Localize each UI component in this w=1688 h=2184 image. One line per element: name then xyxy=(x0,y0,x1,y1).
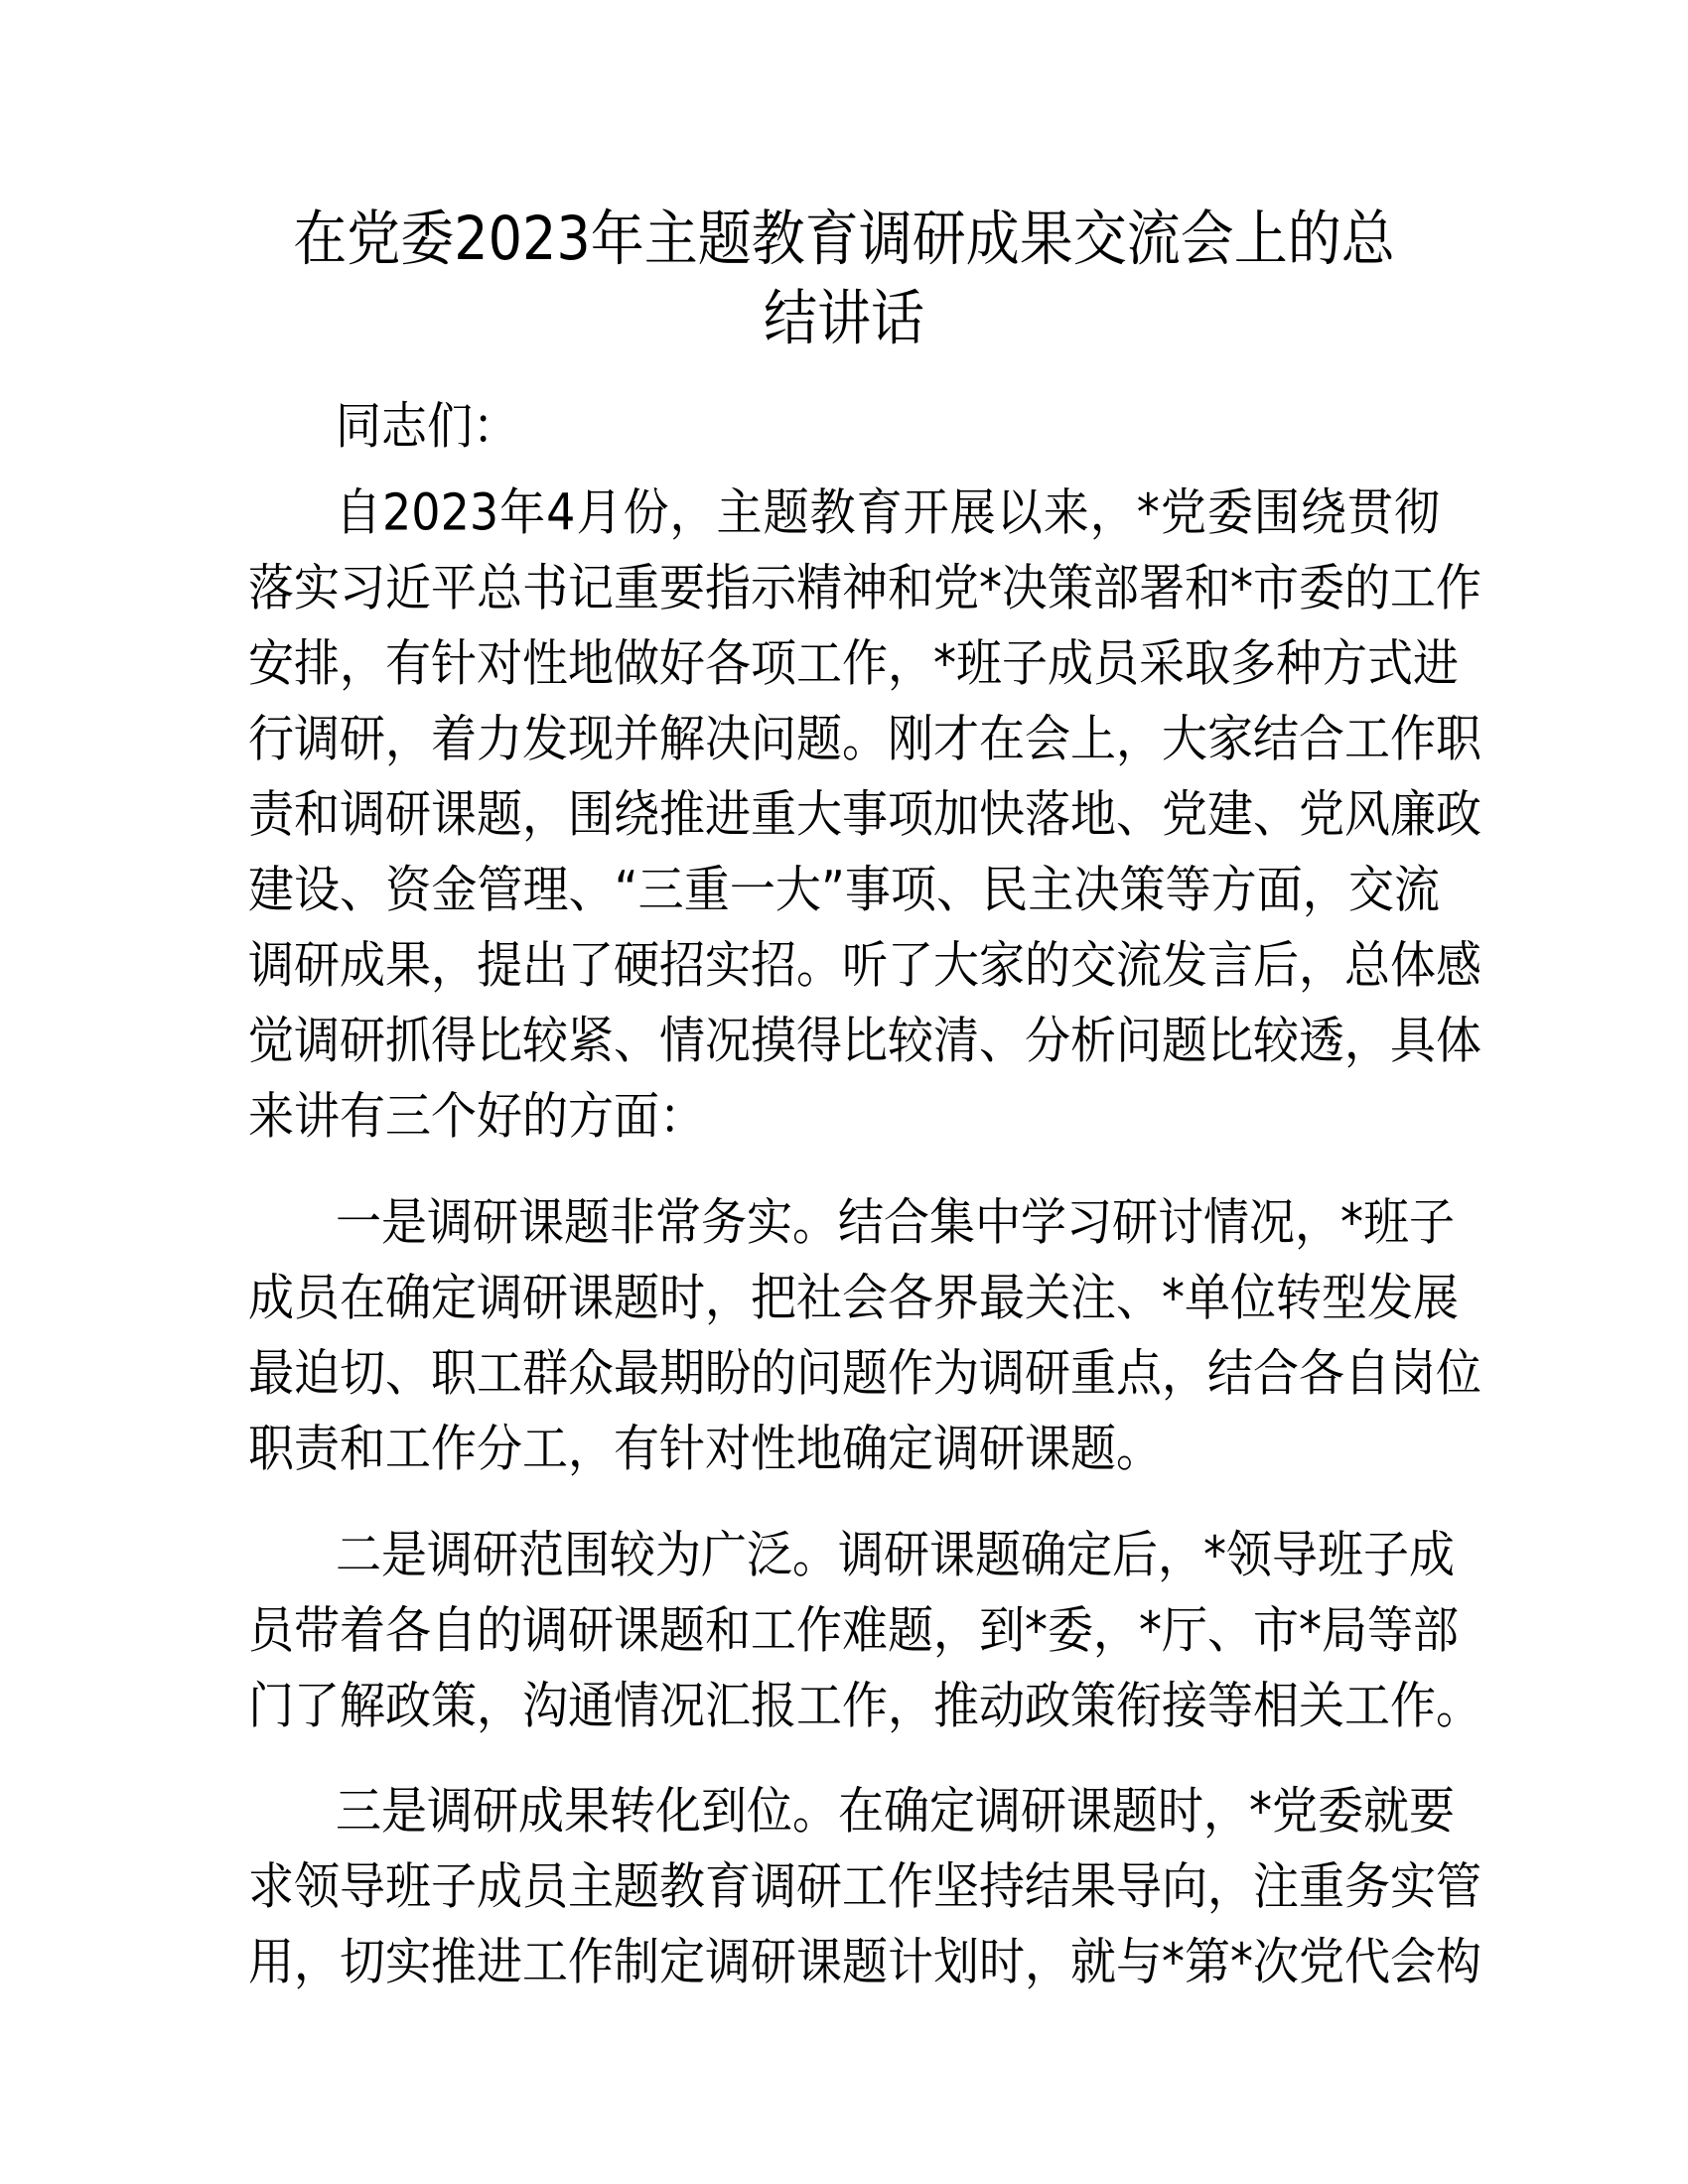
paragraph-line: 觉调研抓得比较紧、情况摸得比较清、分析问题比较透，具体 xyxy=(248,1011,1481,1070)
paragraph-line: 最迫切、职工群众最期盼的问题作为调研重点，结合各自岗位 xyxy=(248,1343,1481,1403)
paragraph-line: 二是调研范围较为广泛。调研课题确定后，*领导班子成 xyxy=(336,1525,1455,1584)
document-title-line-2: 结讲话 xyxy=(764,283,924,353)
paragraph-line: 求领导班子成员主题教育调研工作坚持结果导向，注重务实管 xyxy=(248,1856,1481,1916)
paragraph-line: 建设、资金管理、“三重一大”事项、民主决策等方面，交流 xyxy=(248,860,1440,919)
paragraph-line: 员带着各自的调研课题和工作难题，到*委，*厅、市*局等部 xyxy=(248,1600,1459,1660)
paragraph-line: 一是调研课题非常务实。结合集中学习研讨情况，*班子 xyxy=(336,1192,1455,1252)
paragraph-line: 安排，有针对性地做好各项工作，*班子成员采取多种方式进 xyxy=(248,633,1459,693)
paragraph-line: 用，切实推进工作制定调研课题计划时，就与*第*次党代会构 xyxy=(248,1932,1481,1991)
paragraph-line: 行调研，着力发现并解决问题。刚才在会上，大家结合工作职 xyxy=(248,709,1481,768)
salutation: 同志们： xyxy=(336,396,518,456)
paragraph-line: 三是调研成果转化到位。在确定调研课题时，*党委就要 xyxy=(336,1781,1455,1841)
paragraph-line: 责和调研课题，围绕推进重大事项加快落地、党建、党风廉政 xyxy=(248,784,1481,844)
document-title-line-1: 在党委2023年主题教育调研成果交流会上的总 xyxy=(293,204,1395,274)
paragraph-line: 门了解政策，沟通情况汇报工作，推动政策衔接等相关工作。 xyxy=(248,1676,1481,1735)
paragraph-line: 职责和工作分工，有针对性地确定调研课题。 xyxy=(248,1419,1162,1478)
paragraph-line: 成员在确定调研课题时，把社会各界最关注、*单位转型发展 xyxy=(248,1268,1459,1327)
paragraph-line: 调研成果，提出了硬招实招。听了大家的交流发言后，总体感 xyxy=(248,935,1481,995)
paragraph-line: 来讲有三个好的方面： xyxy=(248,1086,705,1146)
paragraph-line: 落实习近平总书记重要指示精神和党*决策部署和*市委的工作 xyxy=(248,558,1481,617)
paragraph-line: 自2023年4月份，主题教育开展以来，*党委围绕贯彻 xyxy=(336,482,1440,542)
